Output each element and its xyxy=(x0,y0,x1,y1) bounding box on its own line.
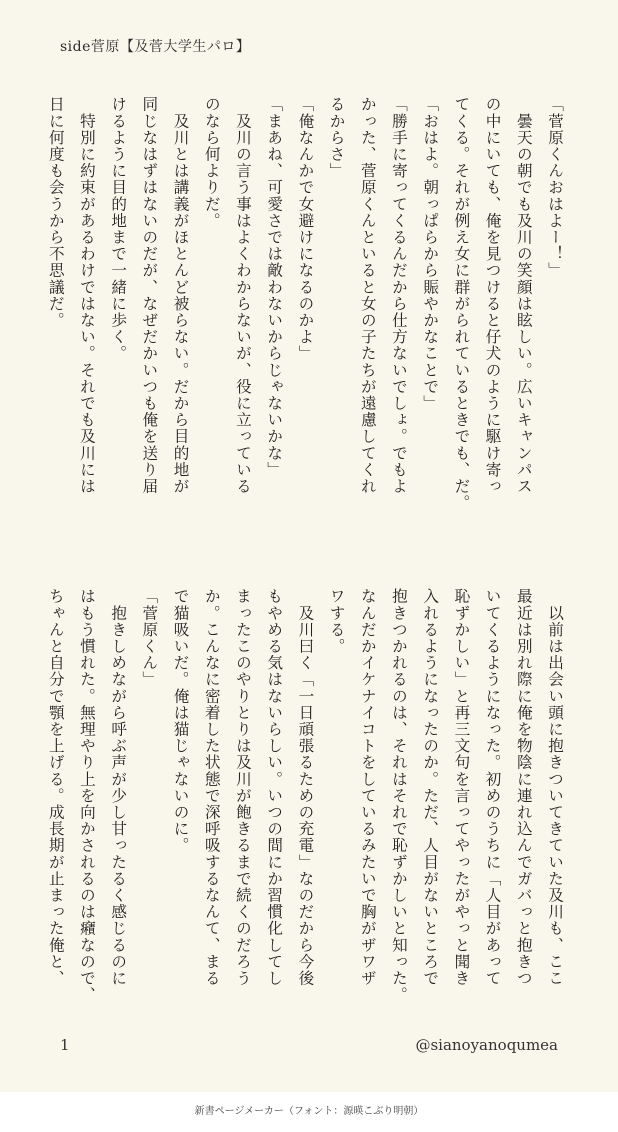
vertical-text-upper-block: 「菅原くんおはよー！」 曇天の朝でも及川の笑顔は眩しい。広いキャンパス の中にいても、俺を見つけると仔犬のように駆け寄っ てくる。それが例え女に群がられているときでも、だ。 「おはよ。朝っぱらから賑やかなことで」 「勝手に寄ってくるんだから仕方ないでしょ。でもよ かった、菅原くんといると女の子たちが遠慮してくれ るからさ」 「俺なんかで女避けになるのかよ」 「まあね、可愛さでは敵わないからじゃないかな」 及川の言う事はよくわからないが、役に立っている のなら何よりだ。 及川とは講義がほとんど被らない。だから目的地が 同じなはずはないのだが、なぜだかいつも俺を送り届 けるように目的地まで一緒に歩く。 特別に約束があるわけではない。それでも及川には 日に何度も会うから不思議だ。 xyxy=(46,96,564,511)
page-header-title: side菅原【及菅大学生パロ】 xyxy=(60,39,251,55)
page-number: 1 xyxy=(60,1036,70,1054)
author-handle: @sianoyanoqumea xyxy=(415,1036,558,1054)
generator-credit: 新書ページメーカー（フォント：源暎こぶり明朝） xyxy=(0,1092,618,1132)
vertical-text-lower-block: 以前は出会い頭に抱きついてきていた及川も、ここ 最近は別れ際に俺を物陰に連れ込んでガバっと抱きつ いてくるようになった。初めのうちに「人目があって 恥ずかしい」と再三文句を言ってやったがやっと聞き 入れるようになったのか。ただ、人目がないところで 抱きつかれるのは、それはそれで恥ずかしいと知った。 なんだかイケナイコトをしているみたいで胸がザワザ ワする。 及川曰く「一日頑張るための充電」なのだから今後 もやめる気はないらしい。いつの間にか習慣化してし まったこのやりとりは及川が飽きるまで続くのだろう か。こんなに密着した状態で深呼吸するなんて、まる で猫吸いだ。俺は猫じゃないのに。 「菅原くん」 抱きしめながら呼ぶ声が少し甘ったるく感じるのに はもう慣れた。無理やり上を向かされるのは癪なので、 ちゃんと自分で顎を上げる。成長期が止まった俺と、 xyxy=(46,588,564,1003)
